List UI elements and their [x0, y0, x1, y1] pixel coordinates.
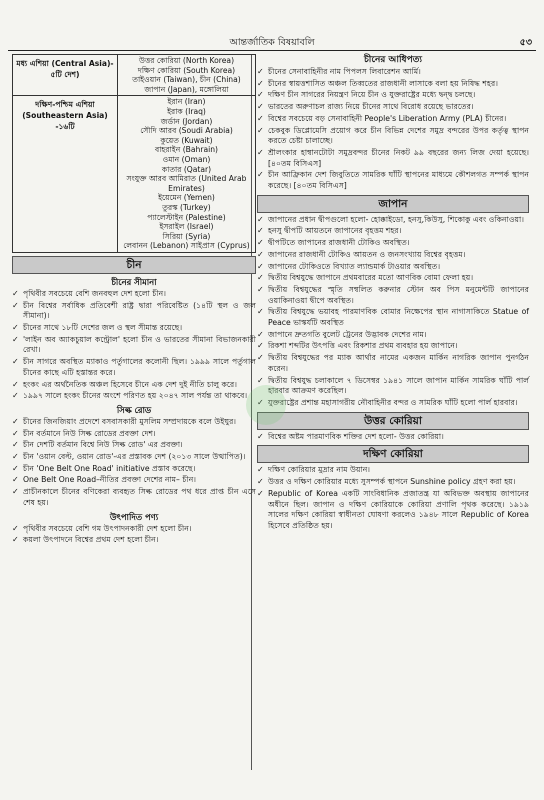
subheading-china-border: চীনের সীমানা	[111, 276, 157, 287]
list-item: ✓ চীন বর্তমানে নিউ সিল্ক রোডের প্রবক্তা দেশ।	[12, 428, 156, 438]
check-icon: ✓	[12, 535, 19, 545]
list-item: ✓ চীনের স্বায়ত্তশাসিত অঞ্চল তিব্বতের রাজধানী লাসাকে বলা হয় নিষিদ্ধ শহর।	[257, 78, 498, 88]
list-item: ✓ 'লাইন অব অ্যাকচুয়াল কন্ট্রোল' হলো চীন ও ভারতের সীমানা বিভাজনকারী রেখা।	[12, 334, 256, 355]
list-item: ✓ চীন আফ্রিকান দেশ জিবুতিতে সামরিক ঘাঁটি স্থাপনের মাধ্যমে কৌশলগত সম্পর্ক স্থাপন করেছে। [৪০তম বিসিএস]	[257, 170, 529, 191]
check-icon: ✓	[12, 357, 19, 367]
list-item: ✓ জাপানের টোকিওতে বিখ্যাত ল্যান্ডমার্ক টাওয়ার অবস্থিত।	[257, 261, 441, 271]
watermark-logo	[246, 385, 286, 425]
subheading-silk-road: সিল্ক রোড	[116, 404, 152, 415]
countries-cell	[118, 96, 256, 253]
list-item: ✓ চীন দেশটি বর্তমান বিশ্বে নিউ সিল্ক রোড' এর প্রবক্তা।	[12, 440, 183, 450]
check-icon: ✓	[12, 391, 19, 401]
section-heading-japan: জাপান	[257, 195, 529, 213]
check-icon: ✓	[257, 307, 264, 317]
list-item: ✓ চীন 'ওয়ান বেল্ট, ওয়ান রোড'-এর প্রস্তাবক দেশ (২০১৩ সালে উত্থাপিত)।	[12, 452, 246, 462]
check-icon: ✓	[12, 322, 19, 332]
subheading-china-dominance: চীনের আধিপত্য	[363, 55, 423, 65]
check-icon: ✓	[12, 379, 19, 389]
left-column	[12, 54, 256, 547]
check-icon: ✓	[12, 334, 19, 344]
list-item: ✓ দ্বিতীয় বিশ্বযুদ্ধে ভয়াবহ পারমাণবিক বোমার নিক্ষেপের স্থান নাগাসাকিতে Statue of Peace ভাস্কর্যটি অবস্থিত	[257, 307, 529, 328]
country-item: তুরস্ক (Turkey)	[162, 202, 211, 212]
check-icon: ✓	[257, 90, 264, 100]
check-icon: ✓	[257, 113, 264, 123]
country-item: জাপান (Japan), মঙ্গোলিয়া	[144, 84, 229, 94]
check-icon: ✓	[12, 416, 19, 426]
section-heading-south-korea: দক্ষিণ কোরিয়া	[257, 445, 529, 463]
list-item: ✓ দ্বিতীয় বিশ্বযুদ্ধের পর ম্যাক আর্থার নামের একজন মার্কিন নাগরিক জাপান পুনর্গঠন করেন।	[257, 353, 529, 373]
list-item: ✓ দ্বিতীয় বিশ্বযুদ্ধ চলাকালে ৭ ডিসেম্বর ১৯৪১ সালে জাপান মার্কিন সামরিক ঘাঁটি পার্ল হারবার আক্রমণ করেছিল।	[257, 375, 529, 396]
country-item: লেবানন (Lebanon) সাইপ্রাস (Cyprus)	[123, 241, 250, 251]
check-icon: ✓	[12, 523, 19, 533]
country-item: উত্তর কোরিয়া (North Korea)	[138, 56, 235, 65]
check-icon: ✓	[12, 440, 19, 450]
check-icon: ✓	[257, 465, 264, 475]
japan-list	[257, 215, 529, 409]
list-item: ✓ কয়লা উৎপাদনে বিশ্বের প্রথম দেশ হলো চীন।	[12, 535, 159, 545]
check-icon: ✓	[257, 214, 264, 224]
list-item: ✓ ১৯৯৭ সালে হংকং চীনের অংশে পরিণত হয় ২০৪৭ সাল পর্যন্ত তা থাকবে।	[12, 391, 248, 401]
list-item: ✓ রিকশা শব্দটির উৎপত্তি এবং রিকশার প্রথম ব্যবহার হয় জাপানে।	[257, 341, 458, 351]
south-korea-list	[257, 465, 529, 531]
region-cell: মধ্য এশিয়া (Central Asia)- ৫টি দেশ)	[13, 55, 118, 96]
check-icon: ✓	[12, 300, 19, 310]
country-item: তাইওয়ান (Taiwan), চীন (China)	[132, 75, 241, 85]
check-icon: ✓	[12, 475, 19, 485]
section-heading-china: চীন	[12, 256, 256, 274]
list-item: ✓ চীন সাগরে অবস্থিত ম্যাকাও পর্তুগালের কলোনী ছিল। ১৯৯৯ সালে পর্তুগাল চীনের কাছে এটি হস্তান্তর করে।	[12, 357, 256, 377]
check-icon: ✓	[257, 375, 264, 385]
check-icon: ✓	[257, 249, 264, 259]
country-item: ইরাক (Iraq)	[167, 106, 206, 116]
check-icon: ✓	[257, 261, 264, 271]
list-item: ✓ জাপানে দ্রুতগতি বুলেট ট্রেনের উদ্ভাবক দেশের নাম।	[257, 329, 427, 339]
check-icon: ✓	[257, 125, 264, 135]
list-item: ✓ চীনের জিনজিয়াং প্রদেশে বসবাসকারী মুসলিম সম্প্রদায়কে বলে উইঘুর।	[12, 416, 237, 426]
country-item: ইসরাইল (Israel)	[159, 222, 214, 232]
country-item: জর্ডান (Jordan)	[160, 116, 213, 126]
list-item: ✓ চীন 'One Belt One Road' initiative প্রস্তাব করেছে।	[12, 463, 196, 473]
check-icon: ✓	[257, 341, 264, 351]
check-icon: ✓	[257, 284, 264, 294]
country-item: বাহরাইন (Bahrain)	[155, 145, 218, 155]
list-item: ✓ বিশ্বের অষ্টম পারমাণবিক শক্তির দেশ হলো- উত্তর কোরিয়া।	[257, 431, 444, 441]
page-header	[8, 36, 536, 50]
table-row	[13, 55, 256, 96]
list-item: ✓ Republic of Korea একটি সাংবিধানিক প্রজাতন্ত্র যা অবিভক্ত অবস্থায় জাপানের অধীনে ছিল। জাপান ও দক্ষিণ কোরিয়াকে কোরিয়া প্রণালি পৃথক করেছে। ১৯১৯ সালের দক্ষিণ কোরিয়া স্বাধীনতা ঘোষণা করলেও ১৯৪৮ সালে Republic of Korea হিসেবে প্রতিষ্ঠিত হয়।	[257, 488, 529, 530]
check-icon: ✓	[257, 397, 264, 407]
list-item: ✓ প্রাচীনকালে চীনের বণিকেরা ব্যবহৃত সিল্ক রোডের পথ ধরে প্রাপ্ত চীন এসে শেষ হয়।	[12, 487, 256, 507]
list-item: ✓ জাপানের রাজধানী টোকিও আয়তন ও জনসংখ্যায় বিশ্বের বৃহত্তম।	[257, 249, 466, 259]
country-item: ওমান (Oman)	[162, 154, 211, 164]
check-icon: ✓	[12, 288, 19, 298]
check-icon: ✓	[12, 428, 19, 438]
countries-table	[12, 54, 256, 253]
page-number: ৫৩	[519, 37, 532, 48]
running-title: আন্তর্জাতিক বিষয়াবলি	[229, 37, 315, 48]
list-item: ✓ উত্তর ও দক্ষিণ কোরিয়ার মধ্যে সুসম্পর্ক স্থাপনে Sunshine policy গ্রহণ করা হয়।	[257, 477, 516, 487]
list-item: ✓ দ্বীপটিতে জাপানের রাজধানী টোকিও অবস্থিত।	[257, 238, 410, 248]
list-item: ✓ জাপানের প্রধান দ্বীপগুলো হলো- হোক্কাইডো, হনসু,কিউসু, শিকোকু এবং ওকিনাওয়া।	[257, 214, 524, 224]
check-icon: ✓	[12, 463, 19, 473]
country-item: সৌদি আরব (Soudi Arabia)	[140, 126, 233, 136]
check-icon: ✓	[257, 67, 264, 76]
check-icon: ✓	[257, 238, 264, 248]
country-item: প্যালেস্টাইন (Palestine)	[147, 212, 226, 222]
section-heading-north-korea: উত্তর কোরিয়া	[257, 412, 529, 430]
check-icon: ✓	[257, 78, 264, 88]
check-icon: ✓	[257, 329, 264, 339]
list-item: ✓ চীনের সাথে ১৮টি দেশের জল ও স্থল সীমান্ত রয়েছে।	[12, 322, 183, 332]
list-item: ✓ ভারতের অরুণাচল রাজ্য নিয়ে চীনের সাথে বিরোধ রয়েছে ভারতের।	[257, 102, 474, 112]
countries-cell	[118, 55, 256, 96]
list-item: ✓ যুক্তরাষ্ট্রের প্রশান্ত মহাসাগরীয় নৌবাহিনীর বন্দর ও সামরিক ঘাঁটি হলো পার্ল হারবার।	[257, 397, 518, 407]
check-icon: ✓	[257, 226, 264, 236]
country-item: ইরান (Iran)	[167, 97, 206, 107]
list-item: ✓ হংকং এর অর্থনৈতিক অঞ্চল হিসেবে চীনে এক দেশ দুই নীতি চালু করে।	[12, 379, 237, 389]
country-item: ইয়েমেন (Yemen)	[158, 193, 215, 203]
country-item: দক্ষিণ কোরিয়া (South Korea)	[137, 65, 236, 75]
list-item: ✓ চেকবুক ডিপ্লোমেসি প্রয়োগ করে চীন বিভিন্ন দেশের সমুদ্র বন্দরের উপর কর্তৃত্ব স্থাপন করতে চেষ্টা চালাচ্ছে।	[257, 125, 529, 146]
check-icon: ✓	[257, 477, 264, 487]
check-icon: ✓	[257, 488, 264, 498]
list-item: ✓ One Belt One Road–নীতির প্রবক্তা দেশের নাম– চীন।	[12, 475, 197, 485]
subheading-production: উৎপাদিত পণ্য	[109, 511, 159, 522]
list-item: ✓ চীনের সেনাবাহিনীর নাম পিপলস লিবারেশন আর্মি।	[257, 67, 421, 76]
list-item: ✓ শ্রীলংকার হাম্বানটোটা সমুদ্রবন্দর চীনের নিকট ৯৯ বছরের জন্য লিজ দেয়া হয়েছে। [৪০তম বিসিএস]	[257, 147, 529, 168]
check-icon: ✓	[257, 431, 264, 441]
region-cell: দক্ষিণ-পশ্চিম এশিয়া (Southeastern Asia) -১৬টি	[13, 96, 118, 253]
country-item: কুয়েত (Kuwait)	[160, 135, 213, 145]
check-icon: ✓	[257, 147, 264, 157]
check-icon: ✓	[257, 353, 264, 363]
china-dominance-list	[257, 67, 529, 192]
check-icon: ✓	[257, 102, 264, 112]
list-item: ✓ পৃথিবীর সবচেয়ে বেশি গম উৎপাদনকারী দেশ হলো চীন।	[12, 523, 192, 533]
check-icon: ✓	[12, 452, 19, 462]
right-column	[257, 54, 529, 533]
north-korea-list	[257, 432, 529, 443]
list-item: ✓ হনসু দ্বীপটি আয়তনে জাপানের বৃহত্তম শহর।	[257, 226, 402, 236]
production-list	[12, 524, 256, 546]
country-item: সংযুক্ত আরব আমিরাত (United Arab Emirates)	[126, 174, 247, 193]
list-item: ✓ দক্ষিণ চীন সাগরের নিয়ন্ত্রণ নিয়ে চীন ও যুক্তরাষ্ট্রের মধ্যে দ্বন্দ্ব চলছে।	[257, 90, 476, 100]
list-item: ✓ বিশ্বের সবচেয়ে বড় সেনাবাহিনী People's Liberation Army (PLA) চীনের।	[257, 113, 507, 123]
list-item: ✓ দ্বিতীয় বিশ্বযুদ্ধের স্মৃতি সম্বলিত করুনার স্টোন অব পিস মনুমেন্টটি জাপানের ওয়াকিনাওয়া দ্বীপে অবস্থিত।	[257, 284, 529, 305]
list-item: ✓ পৃথিবীর সবচেয়ে বেশি জনবহুল দেশ হলো চীন।	[12, 288, 166, 298]
country-item: কাতার (Qatar)	[161, 164, 212, 174]
check-icon: ✓	[257, 170, 264, 180]
country-item: সিরিয়া (Syria)	[162, 231, 211, 241]
table-row	[13, 96, 256, 253]
check-icon: ✓	[257, 273, 264, 283]
china-border-list	[12, 289, 256, 402]
list-item: ✓ চীন বিশ্বের সর্বাধিক প্রতিবেশী রাষ্ট্র দ্বারা পরিবেষ্টিত (১৪টি স্থল ও জল সীমানা)।	[12, 300, 256, 321]
check-icon: ✓	[12, 487, 19, 497]
header-rule	[8, 50, 536, 51]
list-item: ✓ দ্বিতীয় বিশ্বযুদ্ধে জাপানে প্রথমবারের মতো আণবিক বোমা ফেলা হয়।	[257, 273, 474, 283]
silk-road-list	[12, 417, 256, 509]
list-item: ✓ দক্ষিণ কোরিয়ার মুদ্রার নাম উয়ান।	[257, 465, 371, 475]
